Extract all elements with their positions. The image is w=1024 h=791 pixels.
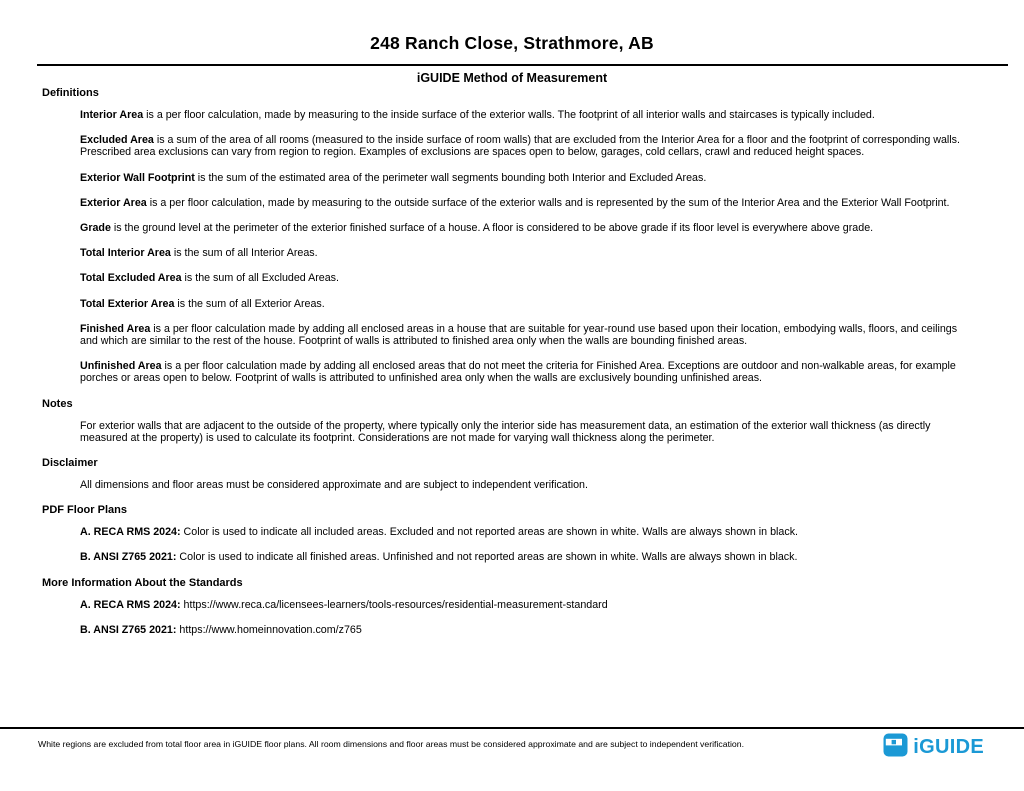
- page-subtitle: iGUIDE Method of Measurement: [416, 71, 608, 85]
- definition-item: [80, 222, 977, 234]
- section-heading-notes: Notes: [42, 397, 73, 410]
- iguide-logo: [883, 732, 984, 763]
- document-body: [42, 87, 1004, 636]
- definition-item: [80, 360, 977, 384]
- definition-term: Finished Area: [80, 322, 151, 335]
- section-heading-definitions: Definitions: [42, 87, 99, 99]
- footer-disclaimer-text: White regions are excluded from total floor area in iGUIDE floor plans. All room dimensions and floor areas must be considered approximate and are subject to independent verification.: [38, 739, 744, 749]
- standard-label: A. RECA RMS 2024:: [80, 526, 181, 539]
- definition-text: is the sum of the estimated area of the perimeter wall segments bounding both Interior and Excluded Areas.: [194, 171, 707, 184]
- definition-text: is the sum of all Excluded Areas.: [181, 272, 339, 285]
- definition-item: [80, 197, 977, 209]
- definition-text: is the sum of all Interior Areas.: [170, 247, 318, 260]
- more-information-item: [80, 624, 977, 636]
- iguide-logo-text: iGUIDE: [913, 736, 984, 758]
- definition-text: is a per floor calculation made by adding all enclosed areas that do not meet the criteria for Finished Area. Exceptions are outdoor and non-walkable areas, for example porches or areas open to below. Footprint of walls is attributed to unfinished area only when the walls are exclusively bounding unfinished areas.: [80, 360, 956, 385]
- definition-item: [80, 247, 977, 259]
- section-heading-disclaimer: Disclaimer: [42, 457, 98, 470]
- standard-label: B. ANSI Z765 2021:: [80, 551, 177, 564]
- definition-term: Total Excluded Area: [80, 272, 182, 285]
- standard-text: Color is used to indicate all included areas. Excluded and not reported areas are shown in white. Walls are always shown in black.: [180, 526, 799, 539]
- pdf-floor-plans-item: [80, 526, 977, 538]
- more-information-item: [80, 599, 977, 611]
- standard-text: Color is used to indicate all finished areas. Unfinished and not reported areas are shown in white. Walls are always shown in black.: [176, 551, 798, 564]
- definition-term: Exterior Wall Footprint: [80, 171, 195, 184]
- disclaimer-paragraph: All dimensions and floor areas must be considered approximate and are subject to independent verification.: [80, 479, 588, 492]
- section-heading-more-information: More Information About the Standards: [42, 576, 243, 589]
- definition-term: Total Interior Area: [80, 247, 171, 260]
- definition-item: [80, 134, 977, 158]
- iguide-camera-icon: [883, 732, 909, 763]
- definition-text: is the sum of all Exterior Areas.: [174, 297, 325, 310]
- definition-text: is the ground level at the perimeter of the exterior finished surface of a house. A floor is considered to be above grade if its floor level is everywhere above grade.: [110, 222, 874, 235]
- pdf-floor-plans-item: [80, 551, 977, 563]
- standard-label: A. RECA RMS 2024:: [80, 598, 181, 611]
- definition-term: Excluded Area: [80, 134, 154, 147]
- page-footer: [0, 727, 1024, 763]
- section-heading-pdf-floor-plans: PDF Floor Plans: [42, 504, 127, 517]
- page-title: 248 Ranch Close, Strathmore, AB: [370, 33, 654, 53]
- definition-text: is a per floor calculation made by adding all enclosed areas in a house that are suitable for year-round use based upon their location, embodying walls, floors, and ceilings and which are similar to the rest of the house. Footprint of walls is attributed to finished area only when the walls are bounding finished areas.: [80, 322, 958, 348]
- definition-term: Grade: [80, 222, 111, 235]
- standard-label: B. ANSI Z765 2021:: [80, 623, 177, 636]
- definition-term: Total Exterior Area: [80, 297, 175, 310]
- definition-term: Interior Area: [80, 109, 144, 121]
- definition-text: is a sum of the area of all rooms (measured to the inside surface of room walls) that are excluded from the Interior Area for a floor and the footprint of corresponding walls. Prescribed area exclusions can vary from region to region. Examples of exclusions are spaces open to below, garages, cold cellars, crawl and reduced height spaces.: [80, 134, 960, 159]
- definition-text: is a per floor calculation, made by measuring to the outside surface of the exterior walls and is represented by the sum of the Interior Area and the Exterior Wall Footprint.: [146, 196, 950, 209]
- definition-item: [80, 109, 977, 121]
- definition-item: [80, 172, 977, 184]
- definition-term: Exterior Area: [80, 196, 147, 209]
- definition-item: [80, 272, 977, 284]
- standard-url: https://www.homeinnovation.com/z765: [176, 623, 362, 636]
- definition-term: Unfinished Area: [80, 360, 162, 373]
- notes-paragraph: For exterior walls that are adjacent to the outside of the property, where typically only the interior side has measurement data, an estimation of the exterior wall thickness (as directly measured at the property) is used to calculate its footprint. Considerations are not made for varying wall thickness along the perimeter.: [80, 419, 931, 444]
- definition-item: [80, 298, 977, 310]
- title-divider: [37, 64, 1008, 66]
- standard-url: https://www.reca.ca/licensees-learners/tools-resources/residential-measurement-standard: [180, 598, 608, 611]
- definition-item: [80, 323, 977, 347]
- definition-text: is a per floor calculation, made by measuring to the inside surface of the exterior walls. The footprint of all interior walls and staircases is typically included.: [143, 109, 875, 121]
